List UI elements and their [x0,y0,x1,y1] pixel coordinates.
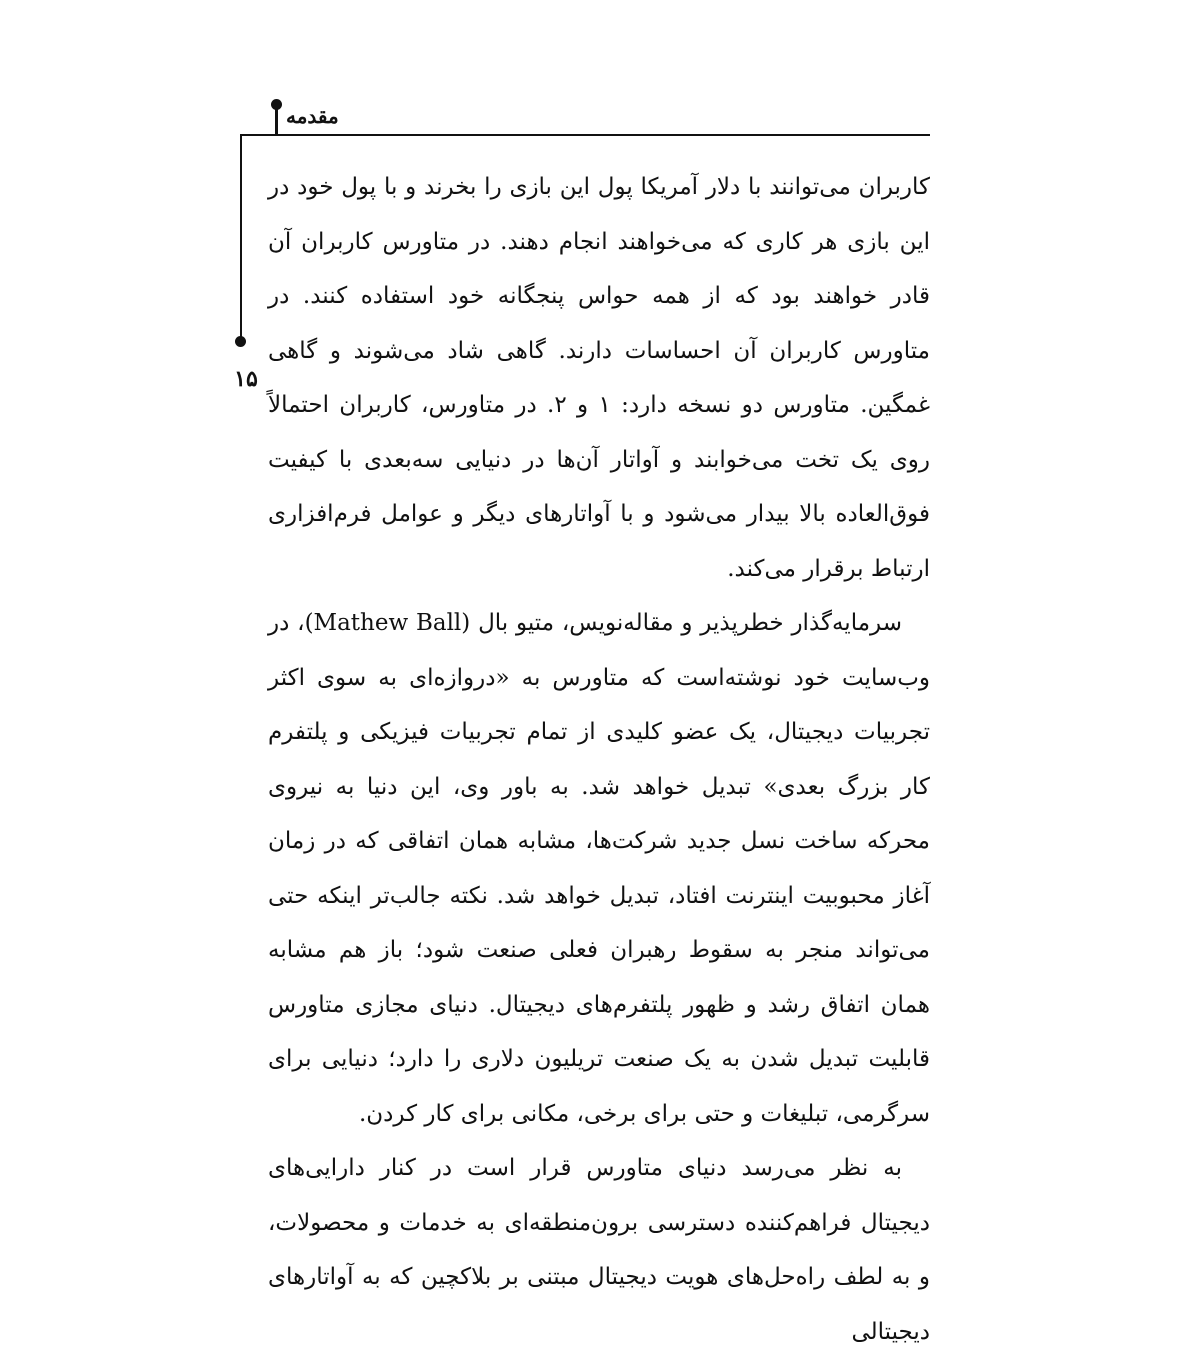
page-number: ۱۵ [234,366,258,392]
side-rule-dot [235,336,246,347]
paragraph-1: کاربران می‌توانند با دلار آمریکا پول این بازی را بخرند و با پول خود در این بازی هر کاری که می‌خواهند انجام دهند. در متاورس کاربران آن قادر خواهند بود که از همه حواس پنجگانه خود استفاده کنند. در متاورس کاربران آن احساسات دارند. گاهی شاد می‌شوند و گاهی غمگین. متاورس دو نسخه دارد: ۱ و ۲. در متاورس، کاربران احتمالاً روی یک تخت می‌خوابند و آواتار آن‌ها در دنیایی سه‌بعدی با کیفیت فوق‌العاده بالا بیدار می‌شود و با آواتارهای دیگر و عوامل فرم‌افزاری ارتباط برقرار می‌کند. [268,174,930,582]
body-text [268,160,930,1359]
side-rule [240,134,242,342]
chapter-title: مقدمه [286,104,339,128]
paragraph-3: به نظر می‌رسد دنیای متاورس قرار است در کنار دارایی‌های دیجیتال فراهم‌کننده دسترسی برون‌منطقه‌ای به خدمات و محصولات، و به لطف راه‌حل‌های هویت دیجیتال مبتنی بر بلاکچین که به آواتارهای دیجیتالی [268,1155,930,1345]
paragraph-2: سرمایه‌گذار خطرپذیر و مقاله‌نویس، متیو بال (Mathew Ball)، در وب‌سایت خود نوشته‌است که متاورس به «دروازه‌ای به سوی اکثر تجربیات دیجیتال، یک عضو کلیدی از تمام تجربیات فیزیکی و پلتفرم کار بزرگ بعدی» تبدیل خواهد شد. به باور وی، این دنیا به نیروی محرکه ساخت نسل جدید شرکت‌ها، مشابه همان اتفاقی که در زمان آغاز محبوبیت اینترنت افتاد، تبدیل خواهد شد. نکته جالب‌تر اینکه حتی می‌تواند منجر به سقوط رهبران فعلی صنعت شود؛ باز هم مشابه همان اتفاق رشد و ظهور پلتفرم‌های دیجیتال. دنیای مجازی متاورس قابلیت تبدیل شدن به یک صنعت تریلیون دلاری را دارد؛ دنیایی برای سرگرمی، تبلیغات و حتی برای برخی، مکانی برای کار کردن. [268,610,930,1127]
header-marker-dot [271,99,282,110]
header-rule [240,134,930,136]
